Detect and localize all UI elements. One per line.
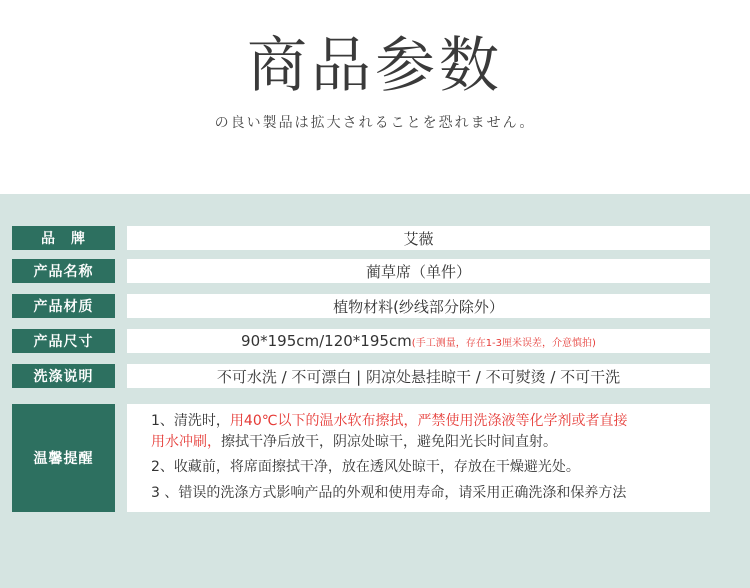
size-note: (手工测量，存在1-3厘米误差，介意慎拍) — [411, 337, 596, 349]
tips-content — [127, 404, 710, 512]
spec-value — [127, 329, 710, 353]
spec-row-brand — [12, 226, 710, 250]
spec-panel — [0, 194, 750, 588]
spec-row-size — [12, 329, 710, 353]
size-value: 90*195cm/120*195cm — [241, 332, 412, 350]
spec-value: 蔺草席（单件） — [127, 259, 710, 283]
spec-label: 产品名称 — [12, 259, 115, 283]
spec-row-name — [12, 259, 710, 283]
spec-row-material — [12, 294, 710, 318]
tip-1-prefix: 1、清洗时， — [151, 413, 230, 429]
spec-value: 植物材料(纱线部分除外） — [127, 294, 710, 318]
spec-value: 艾薇 — [127, 226, 710, 250]
tip-3: 3 、错误的洗涤方式影响产品的外观和使用寿命，请采用正确洗涤和保养方法 — [151, 485, 627, 501]
spec-label: 品 牌 — [12, 226, 115, 250]
tip-1-warning-cont: 用水冲刷， — [151, 434, 221, 450]
tip-1-warning: 用40℃以下的温水软布擦拭，严禁使用洗涤液等化学剂或者直接 — [229, 413, 628, 429]
tips-label: 温馨提醒 — [12, 404, 115, 512]
page-subtitle: の良い製品は拡大されることを恐れません。 — [214, 115, 536, 131]
page-title: 商品参数 — [247, 31, 503, 101]
spec-label: 产品材质 — [12, 294, 115, 318]
tip-2: 2、收藏前，将席面擦拭干净，放在透风处晾干，存放在干燥避光处。 — [151, 459, 580, 475]
spec-value: 不可水洗 / 不可漂白 | 阴凉处悬挂晾干 / 不可熨烫 / 不可干洗 — [127, 364, 710, 388]
header — [0, 0, 750, 194]
spec-label: 洗涤说明 — [12, 364, 115, 388]
spec-label: 产品尺寸 — [12, 329, 115, 353]
tip-1-rest: 擦拭干净后放干，阴凉处晾干，避免阳光长时间直射。 — [221, 434, 557, 450]
tip-1 — [151, 411, 694, 453]
spec-row-washing — [12, 364, 710, 388]
tips-row — [12, 404, 710, 512]
